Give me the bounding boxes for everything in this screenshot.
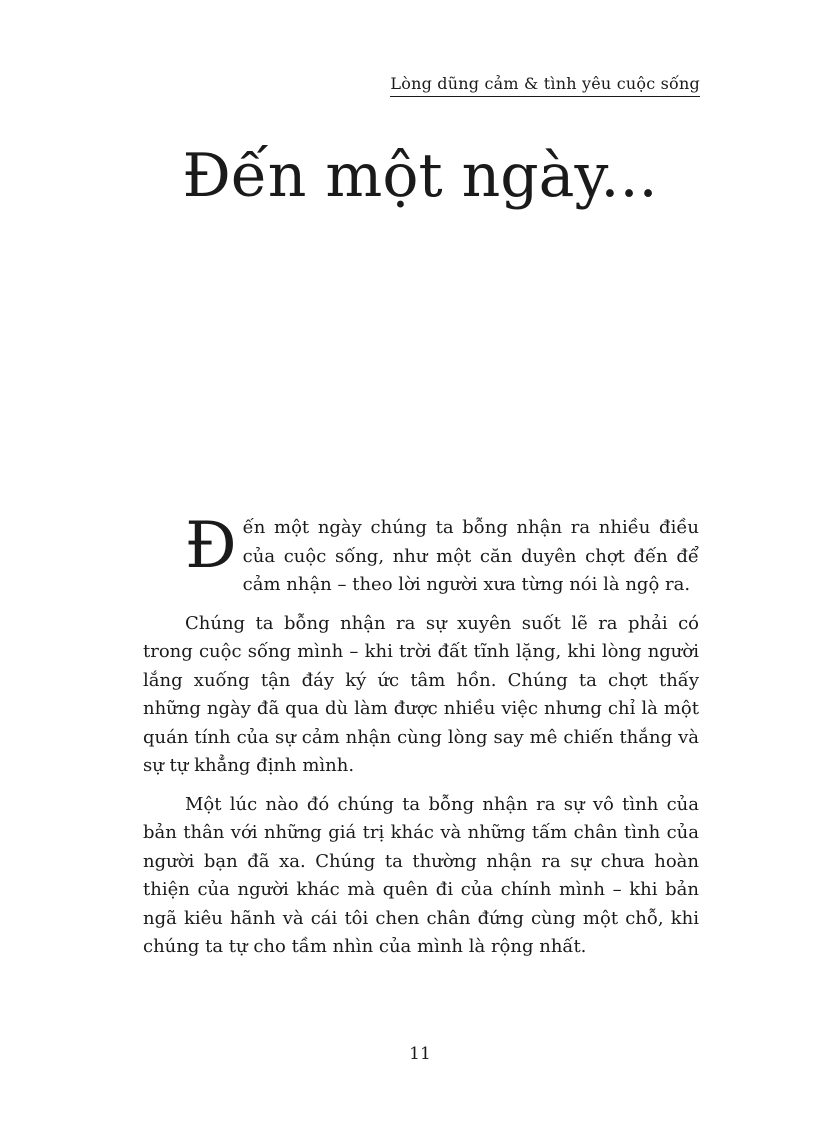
paragraph-1 — [143, 509, 699, 600]
paragraph-3: Một lúc nào đó chúng ta bỗng nhận ra sự vô tình của bản thân với những giá trị khác và những tấm chân tình của người bạn đã xa. Chúng ta thường nhận ra sự chưa hoàn thiện của người khác mà quên đi của chính mình – khi bản ngã kiêu hãnh và cái tôi chen chân đứng cùng một chỗ, khi chúng ta tự cho tầm nhìn của mình là rộng nhất. — [143, 793, 699, 957]
drop-cap: Đ — [185, 509, 237, 583]
chapter-title: Đến một ngày... — [182, 141, 658, 211]
paragraph-2: Chúng ta bỗng nhận ra sự xuyên suốt lẽ ra phải có trong cuộc sống mình – khi trời đất tĩnh lặng, khi lòng người lắng xuống tận đáy ký ức tâm hồn. Chúng ta chợt thấy những ngày đã qua dù làm được nhiều việc nhưng chỉ là một quán tính của sự cảm nhận cùng lòng say mê chiến thắng và sự tự khẳng định mình. — [143, 612, 699, 776]
running-header: Lòng dũng cảm & tình yêu cuộc sống — [390, 74, 700, 97]
body-text — [143, 509, 699, 972]
page-number: 11 — [409, 1044, 431, 1064]
paragraph-1-text: ến một ngày chúng ta bỗng nhận ra nhiều điều của cuộc sống, như một căn duyên chợt đến để cảm nhận – theo lời người xưa từng nói là ngộ ra. — [242, 517, 699, 595]
